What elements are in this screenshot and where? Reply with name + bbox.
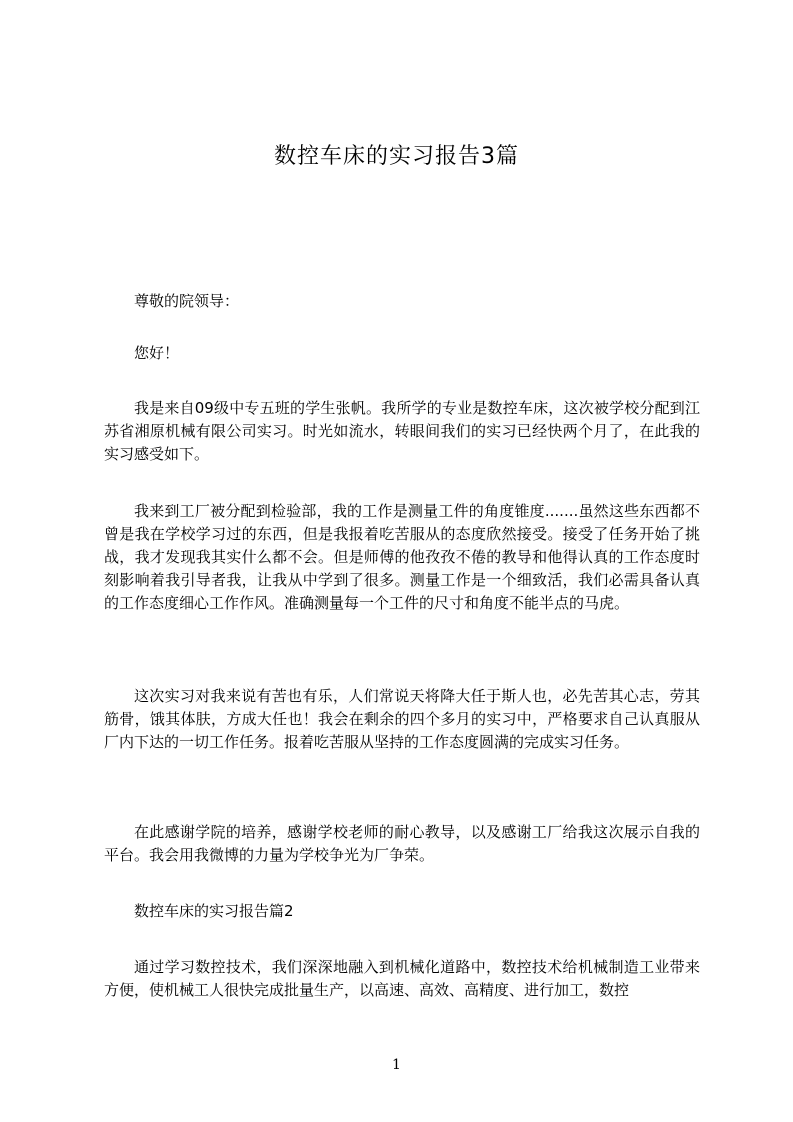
greeting-line [104, 290, 700, 313]
paragraph-1 [104, 397, 700, 466]
section-2-paragraph [104, 956, 700, 1002]
paragraph-2 [104, 500, 700, 615]
section-2-heading [104, 900, 700, 923]
greeting-text: 尊敬的院领导： [134, 292, 240, 310]
salutation-line [104, 342, 700, 365]
paragraph-text: 我是来自09级中专五班的学生张帆。我所学的专业是数控车床，这次被学校分配到江苏省湘原机械有限公司实习。时光如流水，转眼间我们的实习已经快两个月了，在此我的实习感受如下。 [104, 399, 700, 463]
paragraph-text: 在此感谢学院的培养，感谢学校老师的耐心教导，以及感谢工厂给我这次展示自我的平台。我会用我微博的力量为学校争光为厂争荣。 [104, 823, 700, 864]
salutation-text: 您好！ [134, 344, 180, 362]
page-number: 1 [392, 1057, 401, 1073]
paragraph-text: 我来到工厂被分配到检验部，我的工作是测量工件的角度锥度.......虽然这些东西都不曾是我在学校学习过的东西，但是我报着吃苦服从的态度欣然接受。接受了任务开始了挑战，我才发现我其实什么都不会。但是师傅的他孜孜不倦的教导和他得认真的工作态度时刻影响着我引导者我，让我从中学到了很多。测量工作是一个细致活，我们必需具备认真的工作态度细心工作作风。准确测量每一个工件的尺寸和角度不能半点的马虎。 [104, 502, 700, 612]
document-title: 数控车床的实习报告3篇 [274, 144, 519, 169]
paragraph-text: 这次实习对我来说有苦也有乐，人们常说天将降大任于斯人也，必先苦其心志，劳其筋骨，饿其体肤，方成大任也！我会在剩余的四个多月的实习中，严格要求自己认真服从厂内下达的一切工作任务。报着吃苦服从坚持的工作态度圆满的完成实习任务。 [104, 687, 700, 751]
section-heading-text: 数控车床的实习报告篇2 [134, 902, 294, 920]
paragraph-4 [104, 821, 700, 867]
paragraph-3 [104, 685, 700, 754]
paragraph-text: 通过学习数控技术，我们深深地融入到机械化道路中，数控技术给机械制造工业带来方便，使机械工人很快完成批量生产，以高速、高效、高精度、进行加工，数控 [104, 958, 700, 999]
